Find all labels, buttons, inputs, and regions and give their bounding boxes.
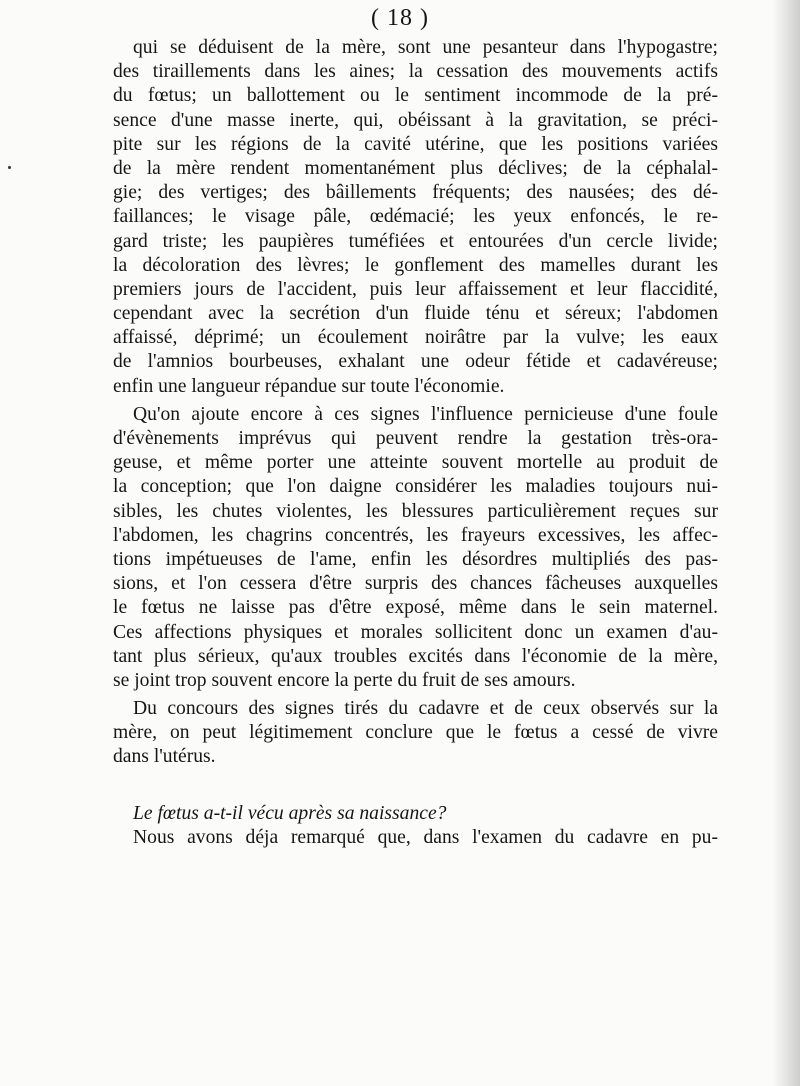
text-line: premiers jours de l'accident, puis leur affaissement et leur flaccidité, <box>113 278 718 300</box>
text-line: l'abdomen, les chagrins concentrés, les frayeurs excessives, les affec- <box>113 524 718 546</box>
text-line: dans l'utérus. <box>113 746 216 768</box>
text-line: mère, on peut légitimement conclure que le fœtus a cessé de vivre <box>113 722 718 744</box>
text-line: du fœtus; un ballottement ou le sentiment incommode de la pré- <box>113 85 718 107</box>
body-text <box>113 36 718 850</box>
text-line: Qu'on ajoute encore à ces signes l'influence pernicieuse d'une foule <box>133 403 718 425</box>
text-line: tions impétueuses de l'ame, enfin les désordres multipliés des pas- <box>113 548 718 570</box>
text-line: des tiraillements dans les aines; la cessation des mouvements actifs <box>113 61 718 83</box>
text-line: la décoloration des lèvres; le gonflement des mamelles durant les <box>113 254 718 276</box>
paragraph-2 <box>113 403 718 693</box>
text-line: faillances; le visage pâle, œdémacié; les yeux enfoncés, le re- <box>113 206 718 228</box>
text-line: cependant avec la secrétion d'un fluide ténu et séreux; l'abdomen <box>113 303 718 325</box>
text-line: gie; des vertiges; des bâillements fréquents; des nausées; des dé- <box>113 182 718 204</box>
text-line: se joint trop souvent encore la perte du fruit de ses amours. <box>113 669 576 691</box>
text-line: le fœtus ne laisse pas d'être exposé, même dans le sein maternel. <box>113 597 718 619</box>
text-line: la conception; que l'on daigne considérer les maladies toujours nui- <box>113 476 718 498</box>
text-line: affaissé, déprimé; un écoulement noirâtre par la vulve; les eaux <box>113 327 718 349</box>
section-gap <box>113 770 718 802</box>
text-line: sibles, les chutes violentes, les blessures particulièrement reçues sur <box>113 500 718 522</box>
page-number: ( 18 ) <box>371 5 429 31</box>
closing-line: Nous avons déja remarqué que, dans l'examen du cadavre en pu- <box>133 826 718 848</box>
page-edge-shadow <box>772 0 800 1086</box>
text-line: de l'amnios bourbeuses, exhalant une odeur fétide et cadavéreuse; <box>113 351 718 373</box>
text-line: qui se déduisent de la mère, sont une pesanteur dans l'hypogastre; <box>133 37 718 58</box>
text-line: geuse, et même porter une atteinte souvent mortelle au produit de <box>113 452 718 474</box>
text-line: de la mère rendent momentanément plus déclives; de la céphalal- <box>113 157 718 179</box>
text-line: sence d'une masse inerte, qui, obéissant à la gravitation, se préci- <box>113 109 718 131</box>
section-heading: Le fœtus a-t-il vécu après sa naissance? <box>133 802 447 824</box>
text-line: d'évènements imprévus qui peuvent rendre la gestation très-ora- <box>113 428 718 449</box>
text-line: enfin une langueur répandue sur toute l'économie. <box>113 375 505 397</box>
paragraph-1 <box>113 36 718 399</box>
text-line: gard triste; les paupières tuméfiées et entourées d'un cercle livide; <box>113 230 718 252</box>
text-line: pite sur les régions de la cavité utérine, que les positions variées <box>113 133 718 155</box>
text-line: sions, et l'on cessera d'être surpris des chances fâcheuses auxquelles <box>113 573 718 595</box>
text-line: tant plus sérieux, qu'aux troubles excités dans l'économie de la mère, <box>113 645 718 667</box>
paragraph-3 <box>113 697 718 770</box>
margin-dot <box>8 166 11 169</box>
text-line: Du concours des signes tirés du cadavre et de ceux observés sur la <box>133 698 718 720</box>
text-line: Ces affections physiques et morales sollicitent donc un examen d'au- <box>113 621 718 643</box>
